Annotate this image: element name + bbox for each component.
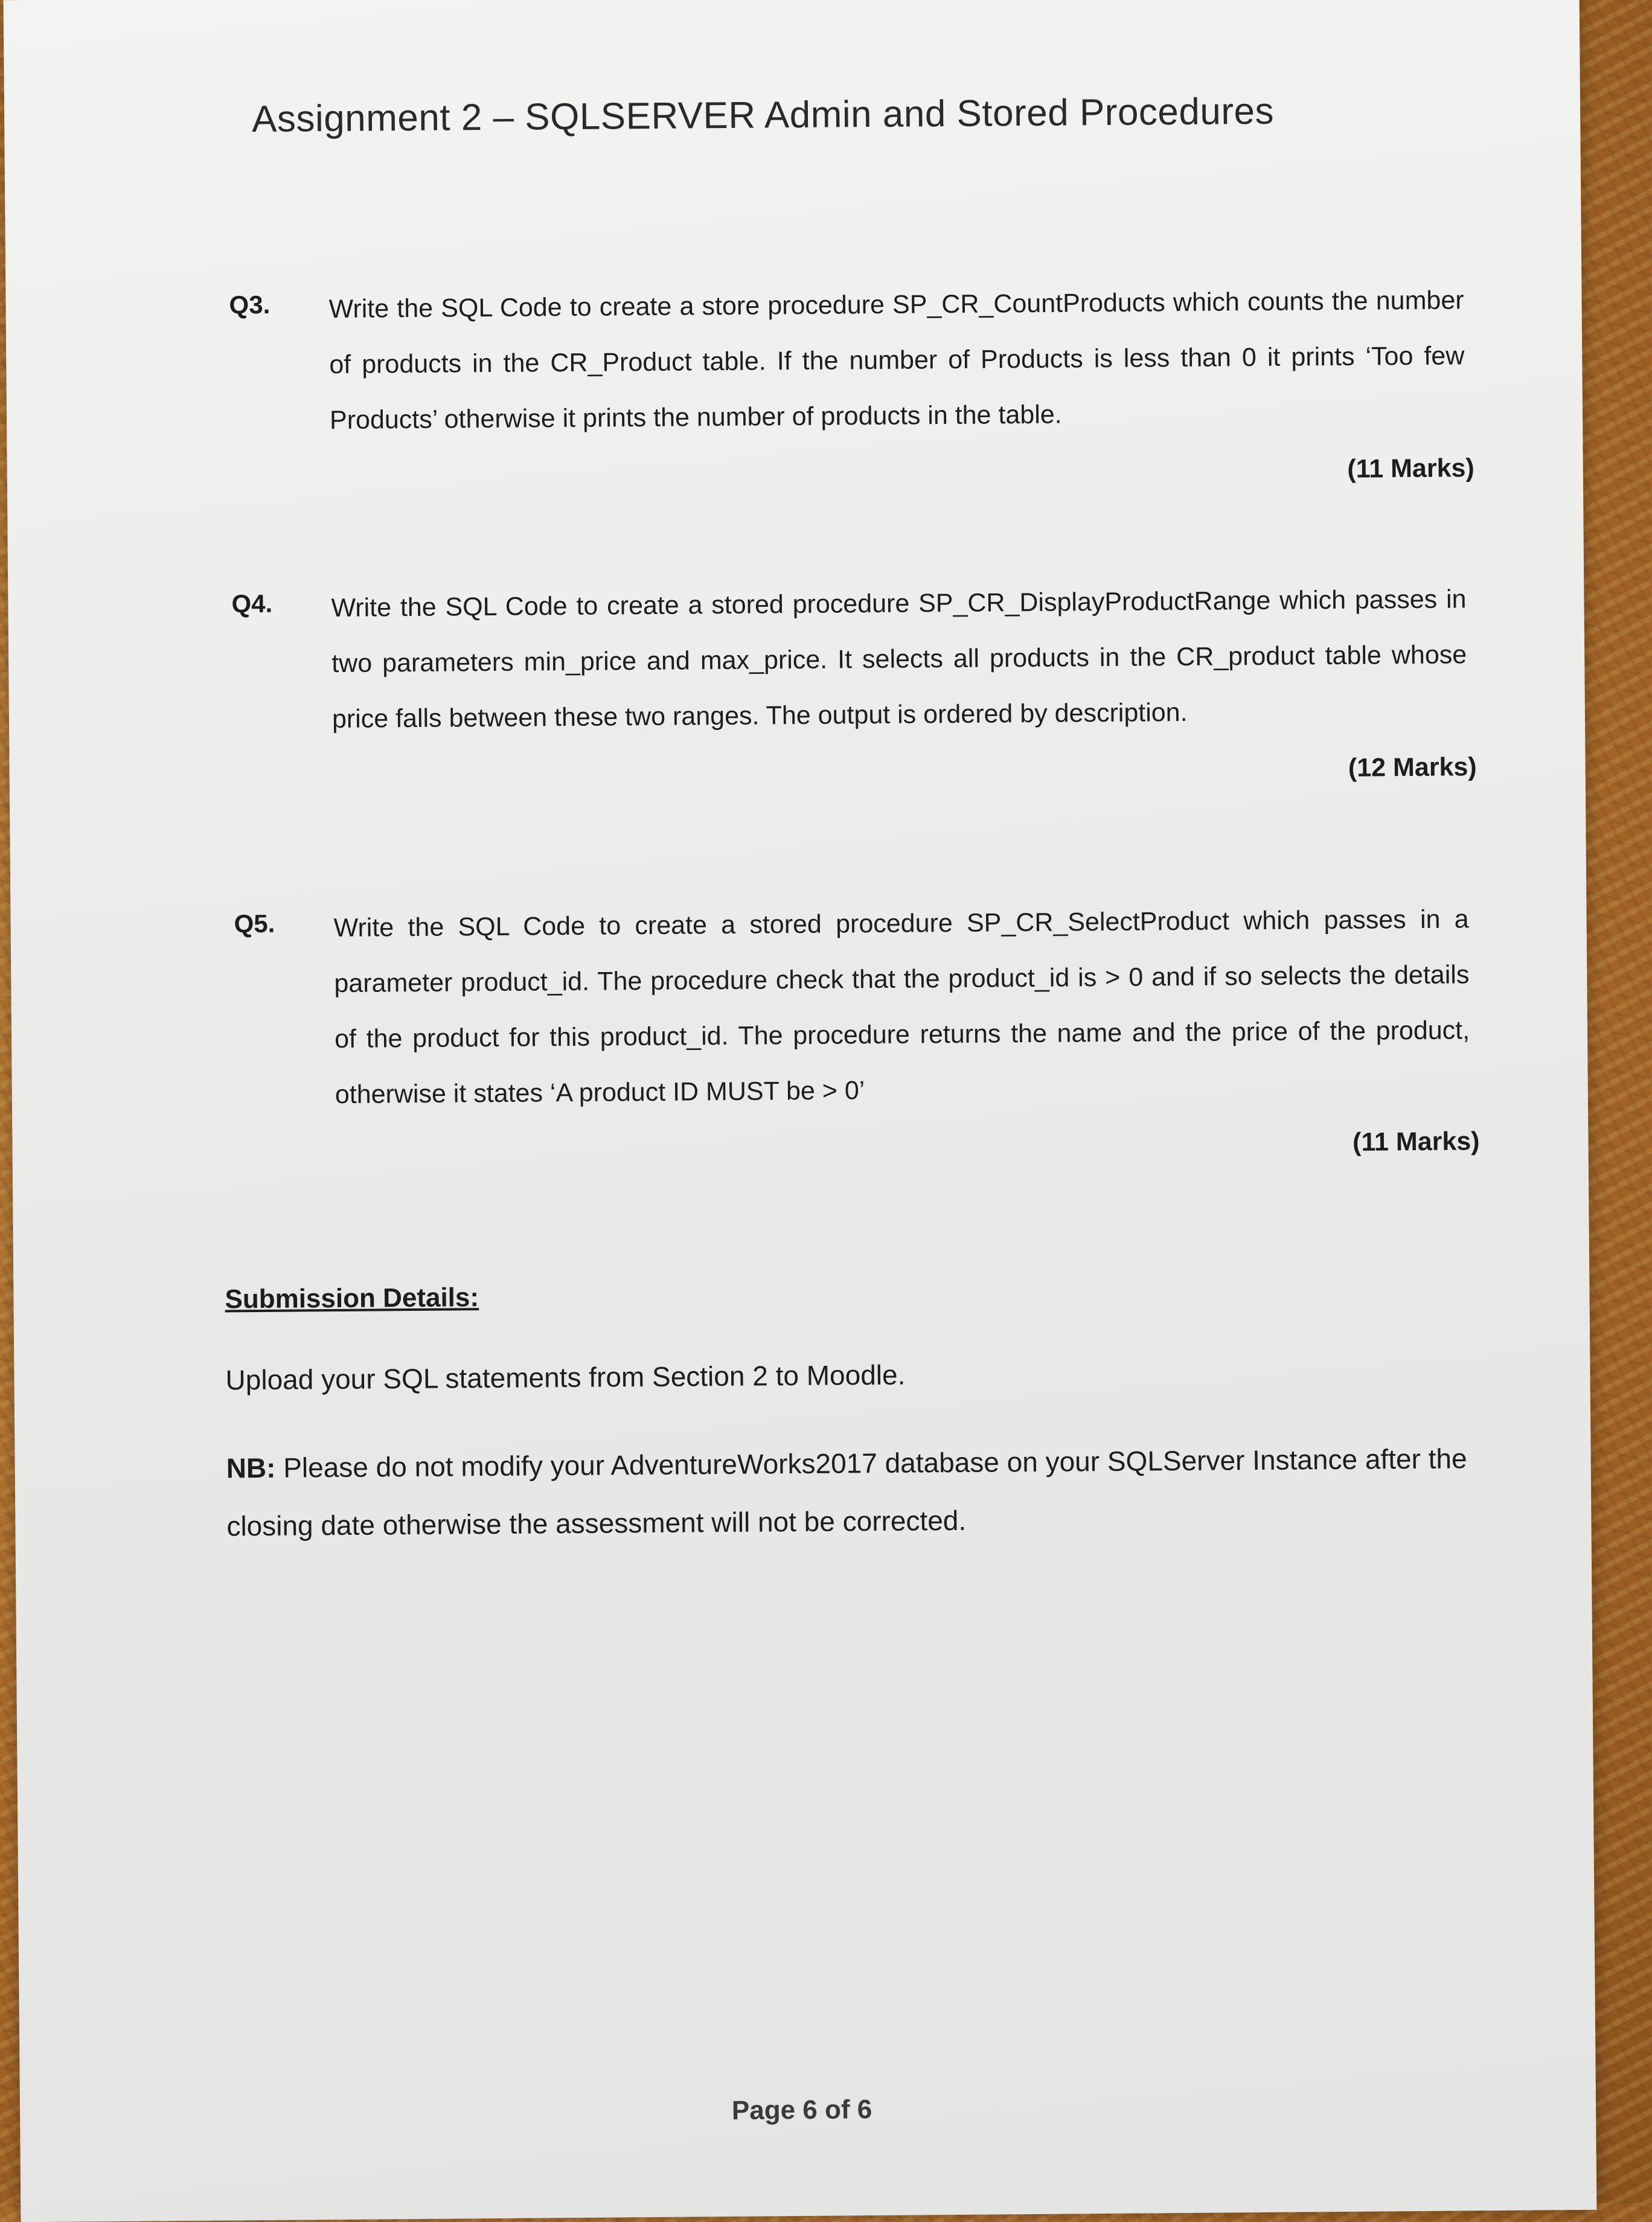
note-text: Please do not modify your AdventureWorks2017 database on your SQLServer Instance after the closing date otherwise the assessment will not be corrected. xyxy=(226,1442,1467,1542)
submission-note xyxy=(226,1429,1494,1555)
question-number: Q5. xyxy=(234,909,275,938)
question-number: Q3. xyxy=(229,290,271,319)
question-q3 xyxy=(229,272,1474,484)
page-number: Page 6 of 6 xyxy=(731,2095,872,2125)
question-marks: (12 Marks) xyxy=(1348,752,1477,783)
submission-details xyxy=(225,1275,1494,1555)
question-text: Write the SQL Code to create a stored procedure SP_CR_SelectProduct which passes in a parameter product_id. The procedure check that the product_id is > 0 and if so selects the details of the product for this product_id. The procedure returns the name and the price of the product, otherwise it states ‘A product ID MUST be > 0’ xyxy=(333,904,1470,1110)
submission-heading: Submission Details: xyxy=(225,1282,479,1314)
question-text: Write the SQL Code to create a stored procedure SP_CR_DisplayProductRange which passes in two parameters min_price and max_price. It selects all products in the CR_product table whose price falls between these two ranges. The output is ordered by description. xyxy=(331,584,1467,734)
question-marks: (11 Marks) xyxy=(1352,1127,1480,1157)
question-number: Q4. xyxy=(231,589,273,618)
note-label: NB: xyxy=(226,1452,276,1484)
paper-sheet xyxy=(4,0,1597,2222)
question-text: Write the SQL Code to create a store procedure SP_CR_CountProducts which counts the number of products in the CR_Product table. If the number of Products is less than 0 it prints ‘Too few Products’ otherwise it prints the number of products in the table. xyxy=(328,286,1465,435)
question-q5 xyxy=(234,891,1480,1157)
question-q4 xyxy=(231,571,1477,783)
document-title: Assignment 2 – SQLSERVER Admin and Stored Procedures xyxy=(251,90,1275,141)
question-marks: (11 Marks) xyxy=(1347,453,1474,484)
submission-upload-instruction: Upload your SQL statements from Section 2 to Moodle. xyxy=(225,1359,906,1396)
